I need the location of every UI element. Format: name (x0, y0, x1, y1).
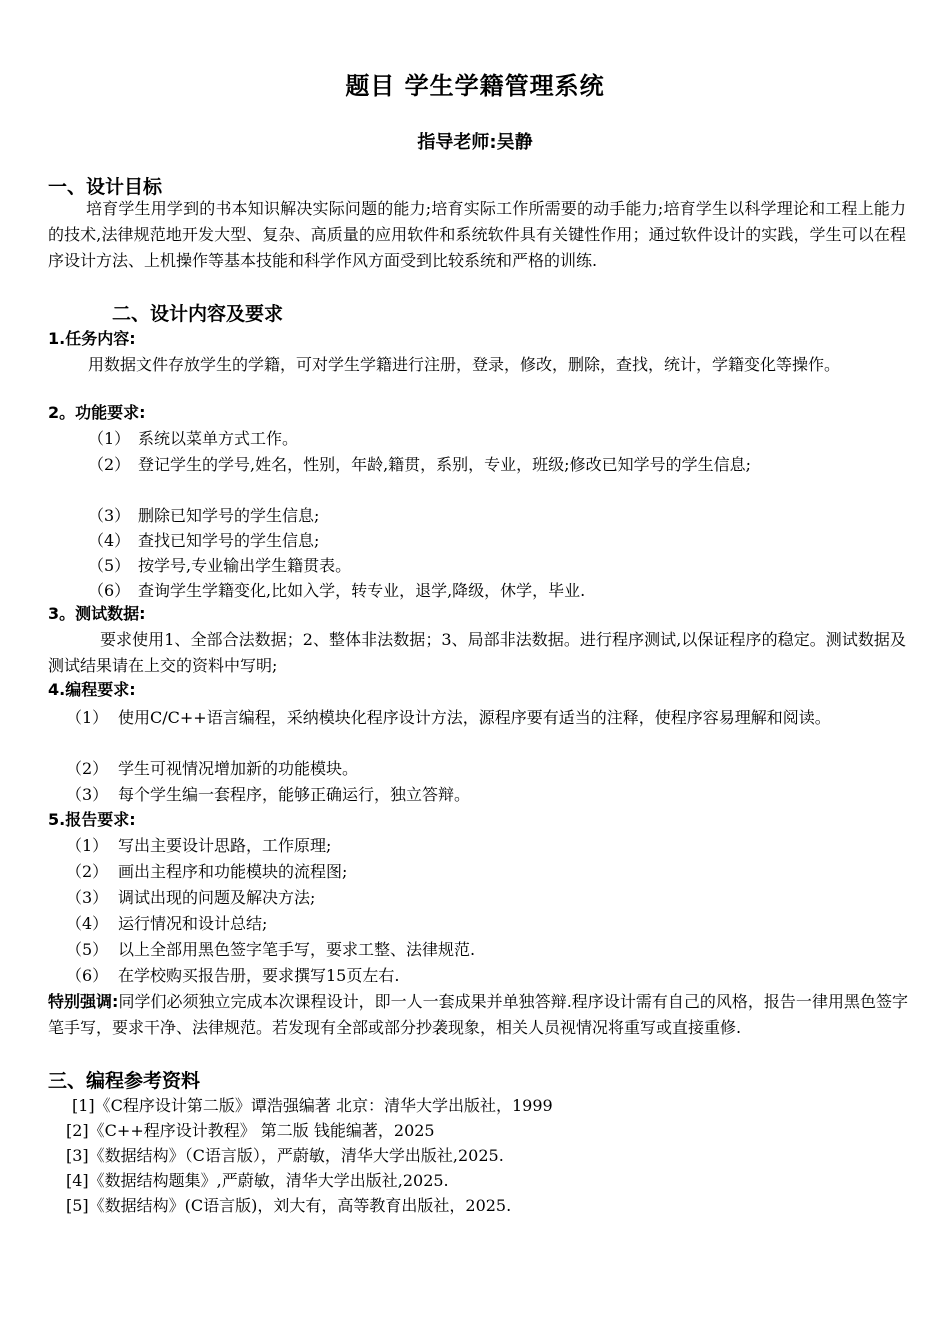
document-title: 题目 学生学籍管理系统 (345, 72, 605, 100)
list-item-text: 删除已知学号的学生信息; (138, 506, 320, 525)
list-item-number: （4） (88, 531, 131, 550)
reference-item: [4]《数据结构题集》,严蔚敏，清华大学出版社,2025. (66, 1171, 449, 1190)
list-item-number: （5） (88, 556, 131, 575)
list-item-number: （3） (66, 785, 109, 804)
list-item-text: 学生可视情况增加新的功能模块。 (118, 759, 359, 778)
list-item-text: 调试出现的问题及解决方法; (118, 888, 316, 907)
reference-item: [3]《数据结构》（C语言版），严蔚敏，清华大学出版社,2025. (66, 1146, 504, 1165)
section-heading-goals: 一、设计目标 (48, 176, 163, 198)
reference-item: [5]《数据结构》(C语言版)，刘大有，高等教育出版社，2025. (66, 1196, 512, 1215)
task-paragraph: 用数据文件存放学生的学籍，可对学生学籍进行注册，登录，修改，删除，查找，统计，学籍变化等操作。 (88, 355, 841, 374)
list-item-text: 运行情况和设计总结; (118, 914, 268, 933)
list-item-text: 系统以菜单方式工作。 (138, 429, 299, 448)
list-item-number: （2） (66, 862, 109, 881)
emphasis-label: 特别强调: (48, 992, 119, 1011)
section-heading-content: 二、设计内容及要求 (112, 303, 284, 325)
list-item-text: 查询学生学籍变化,比如入学，转专业，退学,降级，休学，毕业. (138, 581, 586, 600)
list-item-number: （3） (88, 506, 131, 525)
emphasis-text: 同学们必须独立完成本次课程设计，即一人一套成果并单独答辩.程序设计需有自己的风格，报告一律用黑色签字笔手写，要求干净、法律规范。若发现有全部或部分抄袭现象，相关人员视情况将重写或直接重修. (48, 992, 908, 1037)
subheading-programming: 4.编程要求: (48, 680, 136, 699)
list-item-number: （5） (66, 940, 109, 959)
list-item-number: （1） (66, 836, 109, 855)
list-item-number: （6） (88, 581, 131, 600)
list-item-number: （4） (66, 914, 109, 933)
list-item-number: （1） (88, 429, 131, 448)
subheading-report: 5.报告要求: (48, 810, 136, 829)
list-item (66, 705, 906, 757)
list-item-text: 登记学生的学号,姓名，性别，年龄,籍贯，系别，专业，班级;修改已知学号的学生信息; (138, 455, 751, 474)
test-paragraph: 要求使用1、全部合法数据；2、整体非法数据；3、局部非法数据。进行程序测试,以保证程序的稳定。测试数据及测试结果请在上交的资料中写明; (48, 630, 906, 675)
list-item-text: 以上全部用黑色签字笔手写，要求工整、法律规范. (118, 940, 476, 959)
advisor-line: 指导老师:吴静 (417, 132, 533, 153)
reference-item: [1]《C程序设计第二版》谭浩强编著 北京：清华大学出版社，1999 (72, 1096, 553, 1115)
list-item-text: 每个学生编一套程序，能够正确运行，独立答辩。 (118, 785, 471, 804)
subheading-task: 1.任务内容: (48, 329, 136, 348)
reference-item: [2]《C++程序设计教程》 第二版 钱能编著，2025 (66, 1121, 435, 1140)
list-item-text: 在学校购买报告册，要求撰写15页左右. (118, 966, 400, 985)
list-item-number: （1） (66, 708, 109, 727)
list-item-number: （6） (66, 966, 109, 985)
emphasis-paragraph (48, 989, 908, 1041)
list-item (88, 452, 906, 504)
list-item-number: （2） (66, 759, 109, 778)
list-item-text: 画出主程序和功能模块的流程图; (118, 862, 348, 881)
list-item-number: （3） (66, 888, 109, 907)
list-item-text: 查找已知学号的学生信息; (138, 531, 320, 550)
list-item-text: 使用C/C++语言编程，采纳模块化程序设计方法，源程序要有适当的注释，使程序容易理解和阅读。 (118, 708, 831, 727)
list-item-text: 按学号,专业输出学生籍贯表。 (138, 556, 352, 575)
section-heading-references: 三、编程参考资料 (48, 1070, 201, 1092)
list-item-text: 写出主要设计思路，工作原理; (118, 836, 332, 855)
subheading-function: 2。功能要求: (48, 403, 146, 422)
subheading-test: 3。测试数据: (48, 604, 146, 623)
list-item-number: （2） (88, 455, 131, 474)
goals-paragraph: 培育学生用学到的书本知识解决实际问题的能力;培育实际工作所需要的动手能力;培育学生以科学理论和工程上能力的技术,法律规范地开发大型、复杂、高质量的应用软件和系统软件具有关键性作用；通过软件设计的实践，学生可以在程序设计方法、上机操作等基本技能和科学作风方面受到比较系统和严格的训练. (48, 199, 906, 270)
